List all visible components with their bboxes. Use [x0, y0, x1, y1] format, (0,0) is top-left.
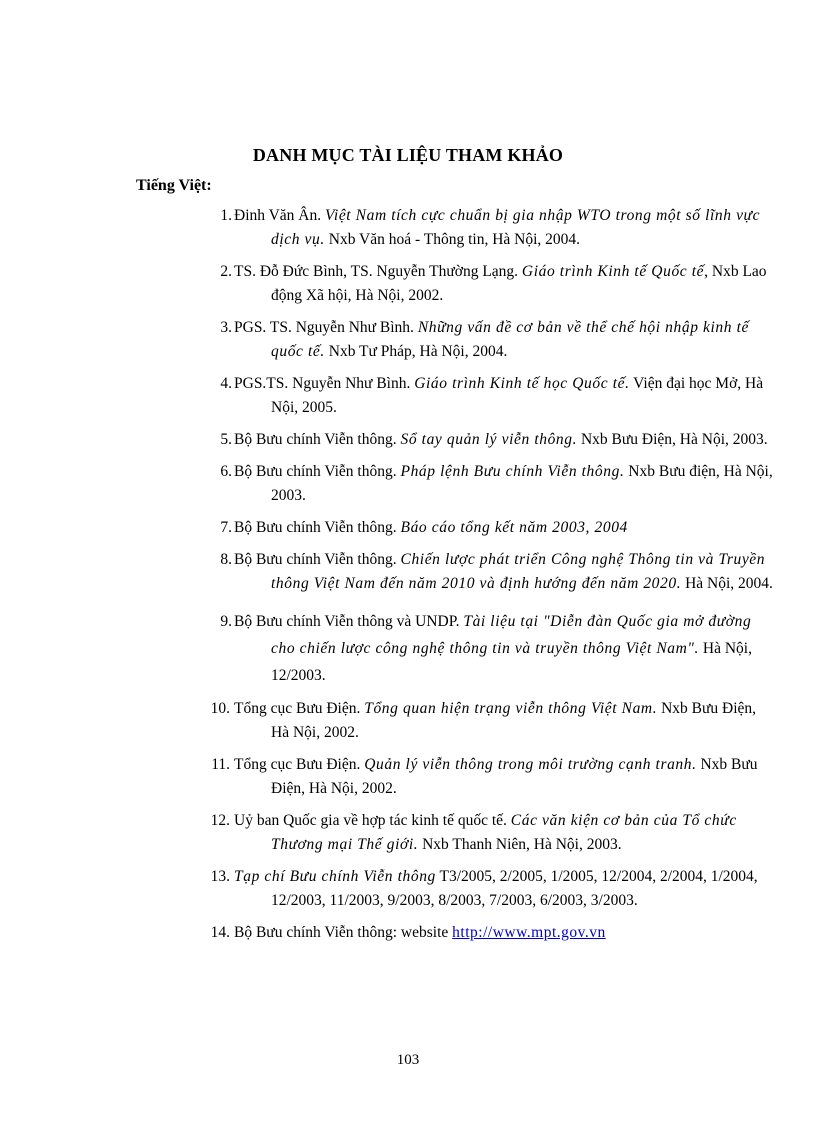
reference-text: Bộ Bưu chính Viễn thông. Chiến lược phát triển Công nghệ Thông tin và Truyền thông Việt Nam đến năm 2010 và định hướng đến năm 2020. Hà Nội, 2004.: [234, 551, 773, 592]
reference-item: [0, 548, 816, 596]
reference-item: [0, 460, 816, 508]
reference-item: [0, 372, 816, 420]
reference-number: 4.: [220, 375, 232, 392]
reference-text: PGS.TS. Nguyễn Như Bình. Giáo trình Kinh tế học Quốc tế. Viện đại học Mở, Hà Nội, 2005.: [234, 375, 764, 416]
reference-text: Tổng cục Bưu Điện. Quản lý viễn thông trong môi trường cạnh tranh. Nxb Bưu Điện, Hà Nội, 2002.: [234, 756, 758, 797]
reference-number: 2.: [220, 263, 232, 280]
reference-number: 9.: [220, 613, 232, 630]
reference-item: [0, 697, 816, 745]
reference-item: [0, 516, 816, 540]
reference-text: TS. Đỗ Đức Bình, TS. Nguyễn Thường Lạng. Giáo trình Kinh tế Quốc tế, Nxb Lao động Xã hội, Hà Nội, 2002.: [234, 263, 767, 304]
reference-text: Tạp chí Bưu chính Viễn thông T3/2005, 2/2005, 1/2005, 12/2004, 2/2004, 1/2004, 12/2003, 11/2003, 9/2003, 8/2003, 7/2003, 6/2003, 3/2003.: [234, 868, 758, 909]
reference-number: 6.: [220, 463, 232, 480]
page-number: 103: [396, 1052, 420, 1068]
website-link[interactable]: http://www.mpt.gov.vn: [452, 924, 606, 941]
reference-text: Đinh Văn Ân. Việt Nam tích cực chuẩn bị gia nhập WTO trong một số lĩnh vực dịch vụ. Nxb Văn hoá - Thông tin, Hà Nội, 2004.: [234, 207, 761, 248]
reference-item: [0, 260, 816, 308]
reference-number: 1.: [220, 207, 232, 224]
reference-list: [0, 204, 816, 945]
reference-number: 13.: [210, 868, 230, 885]
reference-text: Bộ Bưu chính Viễn thông. Pháp lệnh Bưu chính Viễn thông. Nxb Bưu điện, Hà Nội, 2003.: [234, 463, 773, 504]
page-title: DANH MỤC TÀI LIỆU THAM KHẢO: [252, 145, 564, 165]
reference-item: [0, 316, 816, 364]
reference-text: Tổng cục Bưu Điện. Tổng quan hiện trạng viễn thông Việt Nam. Nxb Bưu Điện, Hà Nội, 2002.: [234, 700, 757, 741]
reference-number: 14.: [210, 924, 230, 941]
reference-text: Bộ Bưu chính Viễn thông. Sổ tay quản lý viễn thông. Nxb Bưu Điện, Hà Nội, 2003.: [234, 431, 768, 448]
reference-text: Bộ Bưu chính Viễn thông và UNDP. Tài liệu tại "Diễn đàn Quốc gia mở đường cho chiến lược công nghệ thông tin và truyền thông Việt Nam". Hà Nội, 12/2003.: [234, 613, 752, 684]
reference-item: [0, 204, 816, 252]
reference-number: 10.: [210, 700, 230, 717]
reference-item: [0, 428, 816, 452]
reference-text: Uỷ ban Quốc gia về hợp tác kinh tế quốc tế. Các văn kiện cơ bản của Tổ chức Thương mại Thế giới. Nxb Thanh Niên, Hà Nội, 2003.: [234, 812, 737, 853]
reference-number: 8.: [220, 551, 232, 568]
reference-number: 12.: [210, 812, 230, 829]
reference-item: [0, 608, 816, 689]
reference-number: 5.: [220, 431, 232, 448]
reference-text: Bộ Bưu chính Viễn thông. Báo cáo tổng kết năm 2003, 2004: [234, 519, 628, 536]
reference-item: [0, 865, 816, 913]
reference-text: PGS. TS. Nguyễn Như Bình. Những vấn đề cơ bản về thể chế hội nhập kinh tế quốc tế. Nxb Tư Pháp, Hà Nội, 2004.: [234, 319, 749, 360]
reference-item: [0, 921, 816, 945]
reference-number: 3.: [220, 319, 232, 336]
section-heading: Tiếng Việt:: [136, 177, 212, 194]
reference-number: 11.: [211, 756, 230, 773]
reference-text: Bộ Bưu chính Viễn thông: website http://www.mpt.gov.vn: [234, 924, 606, 941]
reference-number: 7.: [220, 519, 232, 536]
reference-item: [0, 809, 816, 857]
reference-item: [0, 753, 816, 801]
